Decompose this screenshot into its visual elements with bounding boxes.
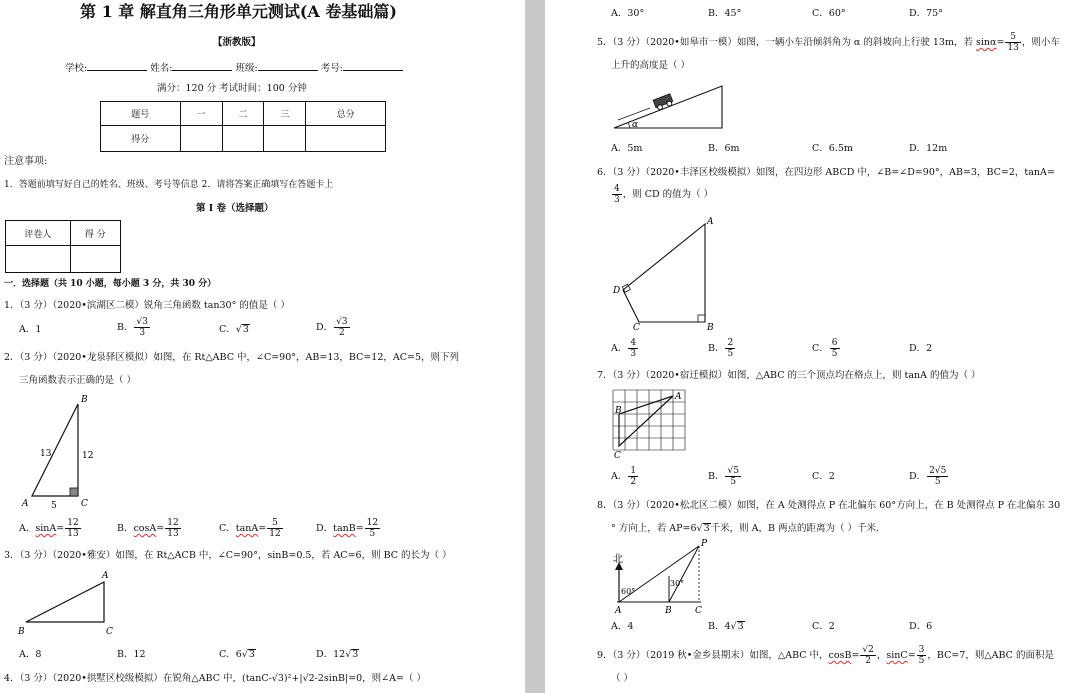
q2-triangle-figure <box>18 392 108 510</box>
q2-side-5: 5 <box>51 501 57 511</box>
q7-label-c: C <box>614 451 621 461</box>
class-label: 班级: <box>235 63 258 74</box>
section-title: 第 I 卷（选择题） <box>196 203 274 214</box>
q5-label-alpha: α <box>632 120 639 130</box>
q2-right-angle-mark <box>70 488 78 496</box>
q8-option-b[interactable]: B．4√3 <box>708 621 744 632</box>
left-page <box>0 0 525 693</box>
q7-option-d[interactable]: D． $\frac{2√5}{5}$ <box>909 466 947 487</box>
grader-header: 得 分 <box>70 221 120 246</box>
q1-option-c[interactable]: C．√3 <box>219 324 249 335</box>
q5-option-c[interactable]: C．6.5m <box>812 143 853 154</box>
notes-title: 注意事项: <box>4 156 48 167</box>
q6-stem-line1: 6．（3 分）（2020•丰泽区校级模拟）如图，在四边形 ABCD 中，∠B=∠D=90°，AB=3，BC=2，tanA= <box>597 167 1055 178</box>
q2-option-b[interactable]: B．cosA= $\frac{12}{13}$ <box>117 518 179 539</box>
q6-option-a[interactable]: A． $\frac{4}{3}$ <box>611 338 637 359</box>
q5-option-d[interactable]: D．12m <box>909 143 948 154</box>
q8-option-d[interactable]: D．6 <box>909 621 933 632</box>
q6-label-c: C <box>633 323 640 333</box>
q5-slope <box>614 86 722 128</box>
q8-option-a[interactable]: A．4 <box>611 621 634 632</box>
q4-option-a[interactable]: A．30° <box>611 8 645 19</box>
q4-option-d[interactable]: D．75° <box>909 8 943 19</box>
score-header: 三 <box>264 102 306 126</box>
q5-stem-line1: 5．（3 分）（2020•如皋市一模）如图，一辆小车沿倾斜角为 α 的斜坡向上行驶 13m，若 sinα= $\frac{5}{13}$ ，则小车 <box>597 32 1060 53</box>
score-cell[interactable] <box>264 126 306 152</box>
q6-option-c[interactable]: C． $\frac{6}{5}$ <box>812 338 838 359</box>
q2-label-c: C <box>81 499 88 509</box>
q4-option-b[interactable]: B．45° <box>708 8 742 19</box>
q8-label-a: A <box>615 606 622 616</box>
grader-cell[interactable] <box>70 246 120 273</box>
q7-option-a[interactable]: A． $\frac{1}{2}$ <box>611 466 637 487</box>
q8-label-p: P <box>701 539 708 549</box>
q1-option-a[interactable]: A．1 <box>19 324 42 335</box>
score-cell[interactable] <box>180 126 222 152</box>
q2-side-13: 13 <box>40 449 52 459</box>
score-header: 题号 <box>101 102 181 126</box>
q8-stem-line1: 8．（3 分）（2020•松北区二模）如图，在 A 处测得点 P 在北偏东 60°方向上，在 B 处测得点 P 在北偏东 30 <box>597 500 1061 511</box>
page-gap <box>525 0 545 693</box>
number-label: 考号: <box>320 63 343 74</box>
right-page <box>545 0 1080 693</box>
name-label: 姓名: <box>150 63 173 74</box>
q6-quadrilateral-figure <box>611 216 721 334</box>
scoring-info: 满分：120 分 考试时间：100 分钟 <box>157 83 307 94</box>
part1-title: 一．选择题（共 10 小题，每小题 3 分，共 30 分） <box>4 279 217 289</box>
q5-option-b[interactable]: B．6m <box>708 143 740 154</box>
q7-option-b[interactable]: B． $\frac{√5}{5}$ <box>708 466 739 487</box>
q2-triangle <box>32 404 78 496</box>
q2-label-b: B <box>81 395 88 405</box>
q8-option-c[interactable]: C．2 <box>812 621 835 632</box>
q6-quadrilateral <box>623 224 705 322</box>
q9-stem-line1: 9．（3 分）（2019 秋•金乡县期末）如图，△ABC 中，cosB= $\frac{√2}{2}$ ，sinC= $\frac{3}{5}$ ，BC=7，则△ABC 的面积是 <box>597 645 1054 666</box>
q7-triangle <box>619 396 673 446</box>
page-title: 第 1 章 解直角三角形单元测试(A 卷基础篇) <box>80 2 397 21</box>
name-blank[interactable] <box>172 61 232 71</box>
q3-label-a: A <box>102 571 109 581</box>
q7-grid-figure <box>611 388 691 461</box>
q8-bearing-figure <box>609 538 719 616</box>
q3-option-b[interactable]: B．12 <box>117 649 146 660</box>
school-blank[interactable] <box>87 61 147 71</box>
q4-expression: (tanC-√3)²+|√2-2sinB|=0 <box>242 673 363 684</box>
score-header: 一 <box>180 102 222 126</box>
q8-line-bp <box>669 546 699 602</box>
q2-option-a[interactable]: A．sinA= $\frac{12}{13}$ <box>19 518 79 539</box>
q7-label-a: A <box>675 392 682 402</box>
q1-stem: 1．（3 分）（2020•滨湖区二模）锐角三角函数 tan30° 的值是（ ） <box>4 300 290 311</box>
school-label: 学校: <box>65 63 88 74</box>
edition-label: 【浙教版】 <box>213 37 261 48</box>
q3-label-c: C <box>106 627 113 637</box>
q9-stem-line2: （ ） <box>611 673 634 684</box>
q4-option-c[interactable]: C．60° <box>812 8 846 19</box>
q6-stem-line2: $\frac{4}{3}$ ，则 CD 的值为（ ） <box>614 184 714 205</box>
q5-direction-arrow <box>618 108 650 120</box>
grader-cell[interactable] <box>6 246 71 273</box>
q5-option-a[interactable]: A．5m <box>611 143 643 154</box>
score-cell[interactable] <box>306 126 386 152</box>
q4-stem: 4．（3 分）（2020•拱墅区校级模拟）在锐角△ABC 中，(tanC-√3)²+|√2-2sinB|=0，则∠A=（ ） <box>4 673 426 684</box>
q7-label-b: B <box>615 406 622 416</box>
q6-option-b[interactable]: B． $\frac{2}{5}$ <box>708 338 734 359</box>
q3-stem: 3．（3 分）（2020•雅安）如图，在 Rt△ACB 中，∠C=90°，sinB=0.5，若 AC=6，则 BC 的长为（ ） <box>4 550 452 561</box>
q2-stem-line2: 三角函数表示正确的是（ ） <box>19 375 137 386</box>
q8-label-c: C <box>695 606 702 616</box>
q2-option-c[interactable]: C．tanA= $\frac{5}{12}$ <box>219 518 281 539</box>
score-cell[interactable] <box>222 126 264 152</box>
q2-option-d[interactable]: D．tanB= $\frac{12}{5}$ <box>316 518 379 539</box>
q7-option-c[interactable]: C．2 <box>812 471 835 482</box>
q3-option-d[interactable]: D．12√3 <box>316 649 359 660</box>
q1-option-b[interactable]: B． $\frac{√3}{3}$ <box>117 317 148 338</box>
score-header: 总分 <box>306 102 386 126</box>
q8-label-b: B <box>665 606 672 616</box>
number-blank[interactable] <box>343 61 403 71</box>
class-blank[interactable] <box>258 61 318 71</box>
q8-stem-line2: ° 方向上，若 AP=6√3千米，则 A，B 两点的距离为（ ）千米． <box>611 523 886 534</box>
q5-stem-line2: 上升的高度是（ ） <box>611 60 691 71</box>
q2-label-a: A <box>22 499 29 509</box>
q7-stem: 7．（3 分）（2020•宿迁模拟）如图，△ABC 的三个顶点均在格点上，则 tanA 的值为（ ） <box>597 370 981 381</box>
q6-label-b: B <box>707 323 714 333</box>
q3-option-a[interactable]: A．8 <box>19 649 42 660</box>
grader-header: 评卷人 <box>6 221 71 246</box>
grader-table <box>5 220 121 273</box>
q5-slope-figure <box>610 82 728 132</box>
q8-angle-60: 60° <box>621 587 636 596</box>
student-info-line <box>65 61 403 75</box>
q3-label-b: B <box>18 627 25 637</box>
q3-triangle-figure <box>16 570 126 642</box>
score-row-label: 得分 <box>101 126 181 152</box>
q3-option-c[interactable]: C．6√3 <box>219 649 255 660</box>
q8-label-north: 北 <box>613 554 623 565</box>
q3-triangle <box>26 582 104 622</box>
notes-text: 1．答题前填写好自己的姓名、班级、考号等信息 2．请将答案正确填写在答题卡上 <box>4 180 334 190</box>
q6-label-a: A <box>707 217 714 227</box>
q2-stem-line1: 2．（3 分）（2020•龙泉驿区模拟）如图，在 Rt△ABC 中，∠C=90°，AB=13，BC=12，AC=5，则下列 <box>4 352 460 363</box>
q2-side-12: 12 <box>82 451 94 461</box>
q1-option-d[interactable]: D． $\frac{√3}{2}$ <box>316 317 348 338</box>
q6-label-d: D <box>613 286 621 296</box>
q6-option-d[interactable]: D．2 <box>909 343 933 354</box>
q8-angle-30: 30° <box>670 579 685 588</box>
score-header: 二 <box>222 102 264 126</box>
score-table <box>100 101 386 152</box>
